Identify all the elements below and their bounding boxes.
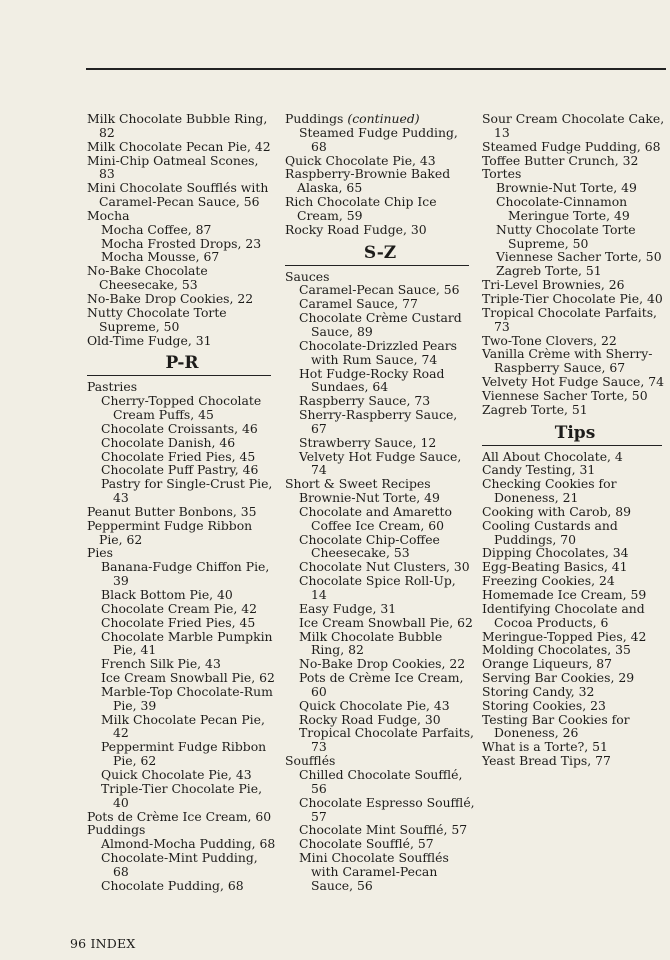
entry-text: Chocolate Crème Custard Sauce, 89: [299, 310, 462, 339]
entry-text: Molding Chocolates, 35: [482, 642, 631, 658]
footer-label: INDEX: [90, 936, 136, 951]
index-subentry: [482, 250, 668, 264]
index-subentry: [285, 823, 475, 837]
index-entry: [285, 223, 475, 237]
entry-text: Cooling Custards and Puddings, 70: [482, 517, 618, 547]
entry-text: French Silk Pie, 43: [101, 656, 221, 672]
entry-text: Chocolate Spice Roll-Up, 14: [299, 573, 456, 602]
index-entry: [482, 463, 668, 477]
entry-text: Mini Chocolate Soufflés with Caramel-Pecan Sauce, 56: [87, 180, 269, 210]
index-entry: [482, 671, 668, 685]
index-entry: [482, 546, 668, 560]
index-subentry: [285, 726, 475, 754]
entry-text: Zagreb Torte, 51: [496, 263, 602, 279]
entry-text: Sauces: [285, 268, 330, 284]
entry-text: Milk Chocolate Bubble Ring, 82: [87, 111, 268, 140]
entry-text: Chocolate-Drizzled Pears with Rum Sauce, 74: [299, 337, 457, 367]
entry-text: Chocolate Marble Pumpkin Pie, 41: [101, 628, 273, 658]
entry-text: Chocolate Danish, 46: [101, 434, 236, 450]
index-entry: [482, 167, 668, 181]
index-subentry: [285, 671, 475, 699]
entry-text: Meringue-Topped Pies, 42: [482, 628, 647, 644]
entry-text: Marble-Top Chocolate-Rum Pie, 39: [101, 683, 273, 713]
index-entry: [482, 643, 668, 657]
index-entry: [285, 754, 475, 768]
index-subentry: [482, 264, 668, 278]
entry-text: Chocolate Soufflé, 57: [299, 836, 434, 852]
index-entry: [482, 699, 668, 713]
index-entry: [482, 389, 668, 403]
entry-text: Chocolate-Cinnamon Meringue Torte, 49: [496, 194, 630, 223]
index-subentry: [87, 588, 277, 602]
entry-text: Chocolate Puff Pastry, 46: [101, 462, 259, 478]
entry-text: Rich Chocolate Chip Ice Cream, 59: [285, 194, 437, 223]
index-entry: [482, 657, 668, 671]
index-subentry: [285, 408, 475, 436]
index-entry: [87, 334, 277, 348]
index-subentry: [285, 283, 475, 297]
entry-text: Rocky Road Fudge, 30: [285, 221, 427, 237]
entry-text: Old-Time Fudge, 31: [87, 332, 212, 348]
entry-text: Almond-Mocha Pudding, 68: [101, 836, 276, 852]
entry-text: Steamed Fudge Pudding, 68: [482, 138, 661, 154]
entry-text: Hot Fudge-Rocky Road Sundaes, 64: [299, 365, 445, 395]
index-subentry: [285, 657, 475, 671]
entry-text: Velvety Hot Fudge Sauce, 74: [299, 448, 462, 478]
index-subentry: [87, 602, 277, 616]
entry-text: Quick Chocolate Pie, 43: [285, 152, 436, 168]
entry-text: Chocolate Nut Clusters, 30: [299, 559, 470, 575]
index-entry: [482, 630, 668, 644]
section-heading-tips: Tips: [554, 422, 596, 443]
index-entry: [87, 140, 277, 154]
entry-text: Cooking with Carob, 89: [482, 503, 632, 519]
page-number: 96: [70, 936, 87, 951]
entry-text: Mocha Mousse, 67: [101, 249, 220, 265]
index-entry: [482, 347, 668, 375]
entry-text: Pots de Crème Ice Cream, 60: [299, 670, 464, 699]
entry-text: Nutty Chocolate Torte Supreme, 50: [87, 304, 227, 334]
index-subentry: [285, 367, 475, 395]
index-subentry: [87, 237, 277, 251]
entry-text: Vanilla Crème with Sherry-Raspberry Sauce, 67: [482, 346, 653, 376]
entry-text: Homemade Ice Cream, 59: [482, 587, 647, 602]
entry-text: Sour Cream Chocolate Cake, 13: [482, 111, 665, 140]
section-rule: [87, 375, 271, 376]
index-column-3: [482, 112, 668, 768]
entry-text: Sherry-Raspberry Sauce, 67: [299, 407, 458, 436]
entry-text: Black Bottom Pie, 40: [101, 587, 233, 602]
entry-text: Tropical Chocolate Parfaits, 73: [299, 725, 474, 755]
entry-text: Raspberry Sauce, 73: [299, 393, 431, 409]
index-entry: [87, 306, 277, 334]
index-subentry: [87, 657, 277, 671]
index-entry: [482, 685, 668, 699]
index-entry: [482, 754, 668, 768]
index-subentry: [87, 477, 277, 505]
index-subentry: [285, 339, 475, 367]
index-subentry: [285, 837, 475, 851]
entry-text: Puddings: [285, 111, 344, 126]
index-entry: [482, 505, 668, 519]
entry-text: Tropical Chocolate Parfaits, 73: [482, 304, 657, 334]
entry-text: Chocolate Espresso Soufflé, 57: [299, 794, 475, 824]
entry-text: Orange Liqueurs, 87: [482, 656, 612, 672]
index-entry: [482, 154, 668, 168]
index-subentry: [285, 560, 475, 574]
section-rule: [285, 265, 469, 266]
entry-text: Raspberry-Brownie Baked Alaska, 65: [285, 166, 451, 196]
entry-text: Triple-Tier Chocolate Pie, 40: [101, 780, 263, 810]
index-subentry: [87, 671, 277, 685]
index-subentry: [87, 630, 277, 658]
index-subentry: [285, 505, 475, 533]
index-entry: [482, 560, 668, 574]
index-entry: [482, 140, 668, 154]
entry-text: Viennese Sacher Torte, 50: [496, 249, 662, 265]
entry-text: Peppermint Fudge Ribbon Pie, 62: [87, 517, 253, 547]
index-entry: [87, 810, 277, 824]
entry-text: Cherry-Topped Chocolate Cream Puffs, 45: [101, 393, 262, 423]
index-entry: [482, 450, 668, 464]
index-subentry: [87, 560, 277, 588]
index-entry: [87, 380, 277, 394]
entry-text: Chocolate Fried Pies, 45: [101, 614, 256, 630]
entry-text: What is a Torte?, 51: [482, 739, 608, 755]
entry-text: Milk Chocolate Pecan Pie, 42: [87, 138, 271, 154]
entry-text: Egg-Beating Basics, 41: [482, 559, 628, 575]
entry-text: Chocolate Cream Pie, 42: [101, 600, 258, 616]
entry-text: Soufflés: [285, 753, 336, 769]
index-entry: [87, 181, 277, 209]
index-subentry: [285, 311, 475, 339]
entry-text: Steamed Fudge Pudding, 68: [299, 124, 458, 154]
index-subentry: [285, 851, 475, 893]
entry-text: Freezing Cookies, 24: [482, 573, 615, 589]
entry-text: Caramel-Pecan Sauce, 56: [299, 282, 460, 298]
entry-text: Milk Chocolate Bubble Ring, 82: [299, 628, 443, 658]
index-entry: [482, 574, 668, 588]
index-subentry: [285, 630, 475, 658]
index-entry: [482, 740, 668, 754]
entry-text: Quick Chocolate Pie, 43: [299, 697, 450, 713]
index-subentry: [285, 796, 475, 824]
index-subentry: [87, 450, 277, 464]
entry-text: Pastries: [87, 379, 138, 395]
index-entry: [285, 167, 475, 195]
index-entry: [285, 112, 475, 126]
entry-text: Two-Tone Clovers, 22: [482, 332, 617, 348]
index-subentry: [285, 574, 475, 602]
index-subentry: [87, 740, 277, 768]
entry-text: Mini Chocolate Soufflés with Caramel-Pecan Sauce, 56: [299, 850, 449, 893]
index-subentry: [285, 394, 475, 408]
index-entry: [482, 519, 668, 547]
index-subentry: [87, 837, 277, 851]
entry-text: Pies: [87, 545, 113, 561]
index-entry: [482, 292, 668, 306]
entry-text: Tortes: [482, 166, 522, 182]
index-subentry: [285, 713, 475, 727]
entry-text: All About Chocolate, 4: [482, 448, 623, 464]
index-entry: [285, 154, 475, 168]
index-entry: [482, 278, 668, 292]
entry-text: Caramel Sauce, 77: [299, 296, 418, 312]
entry-text: Short & Sweet Recipes: [285, 476, 431, 492]
entry-text: Pots de Crème Ice Cream, 60: [87, 808, 272, 824]
section-heading-p-r: P-R: [165, 353, 199, 374]
entry-continued-note: (continued): [347, 111, 420, 126]
entry-text: Viennese Sacher Torte, 50: [482, 387, 648, 403]
index-subentry: [285, 436, 475, 450]
index-subentry: [285, 450, 475, 478]
entry-text: Candy Testing, 31: [482, 462, 596, 478]
index-entry: [482, 403, 668, 417]
index-subentry: [87, 250, 277, 264]
entry-text: Ice Cream Snowball Pie, 62: [299, 614, 473, 630]
index-entry: [285, 195, 475, 223]
index-subentry: [482, 181, 668, 195]
entry-text: Mini-Chip Oatmeal Scones, 83: [87, 152, 259, 182]
entry-text: Nutty Chocolate Torte Supreme, 50: [496, 221, 636, 251]
index-subentry: [285, 602, 475, 616]
entry-text: Tri-Level Brownies, 26: [482, 277, 625, 293]
index-subentry: [87, 394, 277, 422]
entry-text: Chocolate and Amaretto Coffee Ice Cream, 60: [299, 503, 452, 533]
entry-text: Dipping Chocolates, 34: [482, 545, 629, 561]
entry-text: Identifying Chocolate and Cocoa Products, 6: [482, 600, 645, 630]
index-subentry: [285, 533, 475, 561]
entry-text: Mocha: [87, 207, 130, 223]
index-subentry: [87, 713, 277, 741]
entry-text: Triple-Tier Chocolate Pie, 40: [482, 290, 663, 306]
entry-text: Rocky Road Fudge, 30: [299, 711, 441, 727]
entry-text: Quick Chocolate Pie, 43: [101, 766, 252, 782]
index-entry: [285, 477, 475, 491]
entry-text: Puddings: [87, 822, 146, 838]
index-subentry: [87, 685, 277, 713]
entry-text: Brownie-Nut Torte, 49: [299, 490, 440, 506]
index-subentry: [285, 616, 475, 630]
index-subentry: [87, 768, 277, 782]
index-entry: [87, 209, 277, 223]
index-entry: [87, 823, 277, 837]
index-entry: [482, 375, 668, 389]
index-entry: [482, 713, 668, 741]
page-footer: [70, 936, 135, 951]
index-subentry: [87, 422, 277, 436]
index-subentry: [285, 699, 475, 713]
index-entry: [87, 154, 277, 182]
entry-text: Strawberry Sauce, 12: [299, 434, 437, 450]
entry-text: No-Bake Drop Cookies, 22: [87, 290, 254, 306]
entry-text: Chilled Chocolate Soufflé, 56: [299, 766, 463, 796]
entry-text: Chocolate Mint Soufflé, 57: [299, 822, 468, 838]
index-subentry: [285, 126, 475, 154]
index-entry: [482, 306, 668, 334]
entry-text: No-Bake Drop Cookies, 22: [299, 656, 466, 672]
index-subentry: [482, 223, 668, 251]
index-column-2: [285, 112, 475, 893]
entry-text: Serving Bar Cookies, 29: [482, 670, 635, 686]
index-subentry: [87, 436, 277, 450]
entry-text: Yeast Bread Tips, 77: [482, 753, 611, 769]
index-subentry: [87, 782, 277, 810]
index-entry: [87, 112, 277, 140]
entry-text: Chocolate Pudding, 68: [101, 877, 244, 893]
entry-text: Chocolate Fried Pies, 45: [101, 448, 256, 464]
entry-text: Easy Fudge, 31: [299, 600, 397, 616]
index-subentry: [87, 463, 277, 477]
entry-text: Chocolate-Mint Pudding, 68: [101, 850, 258, 879]
index-entry: [482, 477, 668, 505]
index-subentry: [285, 297, 475, 311]
entry-text: Pastry for Single-Crust Pie, 43: [101, 476, 273, 506]
index-subentry: [87, 879, 277, 893]
entry-text: Banana-Fudge Chiffon Pie, 39: [101, 559, 270, 589]
entry-text: Mocha Frosted Drops, 23: [101, 235, 262, 251]
index-entry: [87, 264, 277, 292]
entry-text: Mocha Coffee, 87: [101, 221, 212, 237]
entry-text: Peppermint Fudge Ribbon Pie, 62: [101, 739, 267, 769]
entry-text: Testing Bar Cookies for Doneness, 26: [482, 711, 630, 741]
entry-text: Toffee Butter Crunch, 32: [482, 152, 639, 168]
top-rule: [86, 68, 666, 70]
entry-text: No-Bake Chocolate Cheesecake, 53: [87, 263, 208, 293]
index-entry: [482, 588, 668, 602]
entry-text: Chocolate Chip-Coffee Cheesecake, 53: [299, 531, 440, 561]
section-heading-s-z: S-Z: [363, 242, 397, 263]
index-entry: [482, 112, 668, 140]
entry-text: Checking Cookies for Doneness, 21: [482, 476, 617, 506]
entry-text: Chocolate Croissants, 46: [101, 420, 258, 436]
entry-text: Velvety Hot Fudge Sauce, 74: [482, 374, 665, 390]
entry-text: Ice Cream Snowball Pie, 62: [101, 670, 275, 686]
index-entry: [482, 334, 668, 348]
index-subentry: [87, 616, 277, 630]
index-entry: [87, 519, 277, 547]
entry-text: Peanut Butter Bonbons, 35: [87, 503, 257, 519]
entry-text: Zagreb Torte, 51: [482, 401, 588, 417]
index-entry: [87, 292, 277, 306]
entry-text: Brownie-Nut Torte, 49: [496, 180, 637, 196]
entry-text: Storing Cookies, 23: [482, 697, 606, 713]
index-entry: [482, 602, 668, 630]
index-subentry: [285, 491, 475, 505]
index-subentry: [482, 195, 668, 223]
entry-text: Milk Chocolate Pecan Pie, 42: [101, 711, 265, 741]
section-rule: [482, 445, 662, 446]
index-entry: [285, 270, 475, 284]
index-subentry: [87, 851, 277, 879]
index-subentry: [87, 223, 277, 237]
index-column-1: [87, 112, 277, 893]
index-entry: [87, 546, 277, 560]
entry-text: Storing Candy, 32: [482, 683, 595, 699]
index-entry: [87, 505, 277, 519]
index-subentry: [285, 768, 475, 796]
